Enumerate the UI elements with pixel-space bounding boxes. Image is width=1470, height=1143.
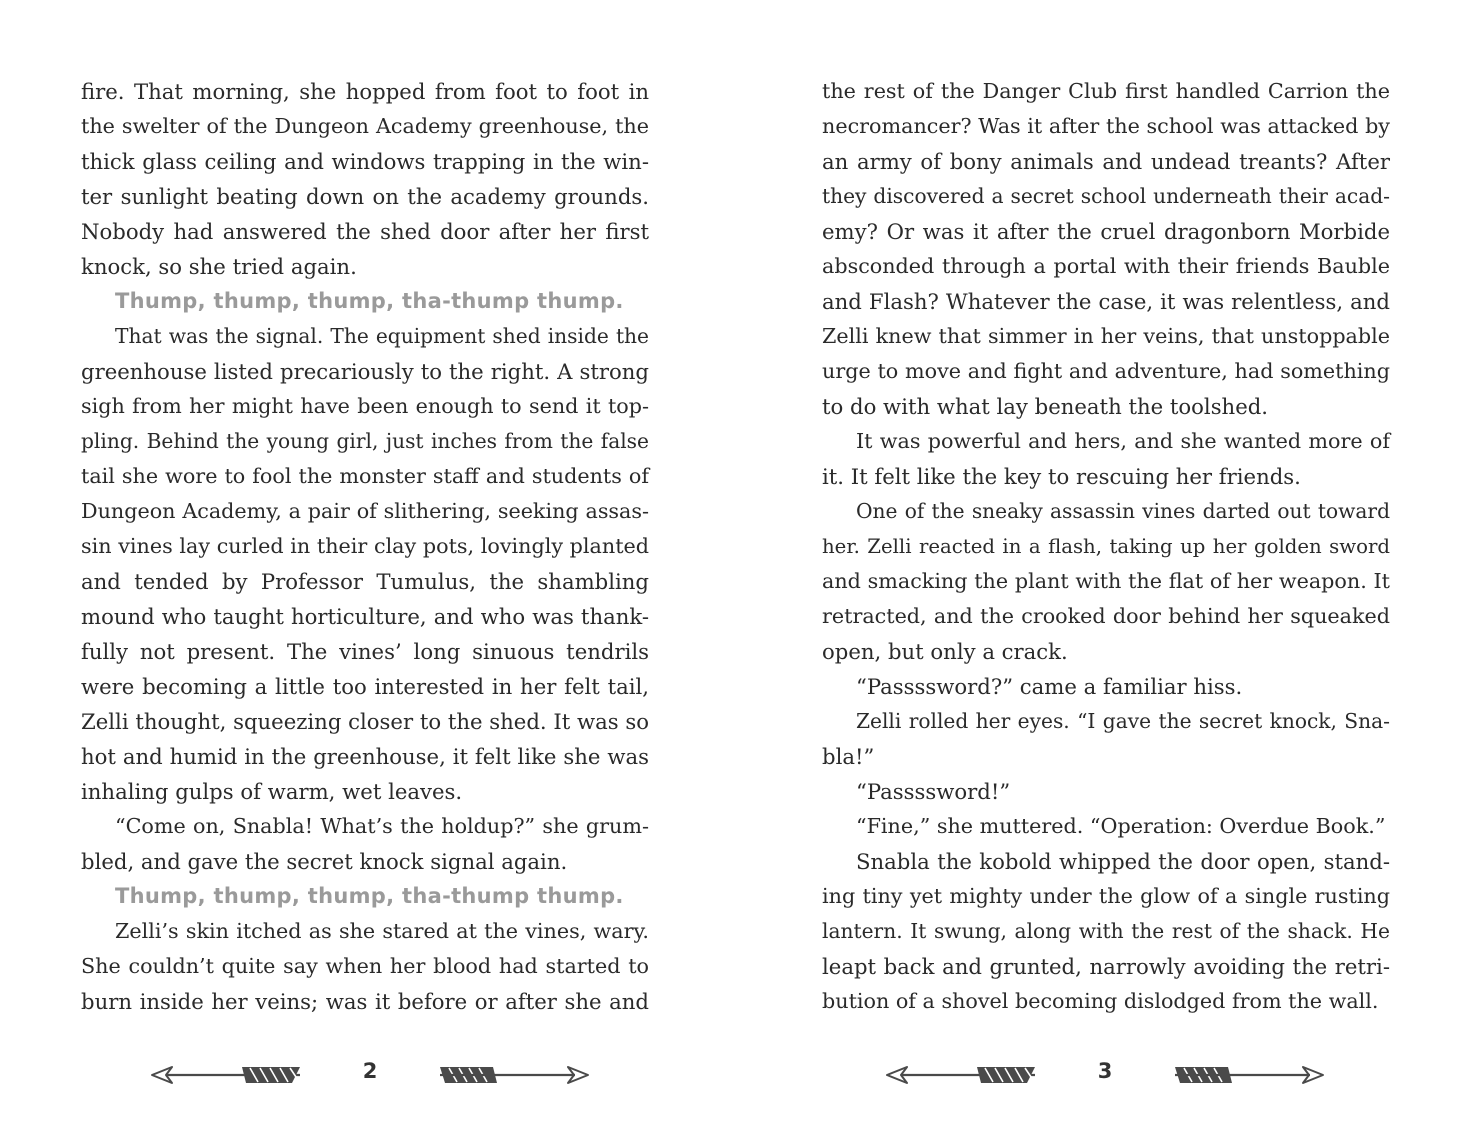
text-line: fully not present. The vines’ long sinuous tendrils bbox=[81, 639, 649, 664]
text-line: open, but only a crack. bbox=[822, 639, 1068, 664]
text-line: lantern. It swung, along with the rest of the shack. He bbox=[822, 919, 1390, 943]
text-line: It was powerful and hers, and she wanted more of bbox=[856, 429, 1390, 453]
text-line: bla!” bbox=[822, 744, 875, 769]
text-line: bution of a shovel becoming dislodged from the wall. bbox=[822, 989, 1379, 1013]
text-line: sigh from her might have been enough to send it top- bbox=[81, 394, 649, 418]
text-line: retracted, and the crooked door behind her squeaked bbox=[822, 604, 1390, 628]
text-line: pling. Behind the young girl, just inches from the false bbox=[81, 429, 649, 453]
text-line: absconded through a portal with their friends Bauble bbox=[822, 254, 1390, 278]
arrow-right-ornament-icon bbox=[1170, 1061, 1325, 1089]
text-line: She couldn’t quite say when her blood had started to bbox=[81, 954, 649, 978]
text-line: necromancer? Was it after the school was attacked by bbox=[822, 114, 1390, 138]
knock-sound-line: Thump, thump, thump, tha-thump thump. bbox=[115, 884, 624, 908]
text-line: leapt back and grunted, narrowly avoiding the retri- bbox=[822, 954, 1390, 979]
left-page bbox=[81, 74, 649, 1019]
text-line: “Come on, Snabla! What’s the holdup?” she grum- bbox=[115, 814, 649, 838]
text-line: ter sunlight beating down on the academy grounds. bbox=[81, 184, 649, 209]
text-line: greenhouse listed precariously to the right. A strong bbox=[81, 359, 649, 384]
right-page-footer bbox=[885, 1055, 1325, 1091]
text-line: thick glass ceiling and windows trapping in the win- bbox=[81, 149, 649, 174]
text-line: sin vines lay curled in their clay pots, lovingly planted bbox=[81, 534, 649, 558]
text-line: it. It felt like the key to rescuing her friends. bbox=[822, 464, 1301, 489]
knock-sound-line: Thump, thump, thump, tha-thump thump. bbox=[115, 289, 624, 313]
arrow-right-ornament-icon bbox=[435, 1061, 590, 1089]
text-line: Zelli’s skin itched as she stared at the vines, wary. bbox=[115, 919, 649, 943]
text-line: emy? Or was it after the cruel dragonborn Morbide bbox=[822, 219, 1390, 244]
text-line: to do with what lay beneath the toolshed. bbox=[822, 394, 1269, 419]
text-line: the swelter of the Dungeon Academy greenhouse, the bbox=[81, 114, 649, 138]
page-number: 3 bbox=[1097, 1059, 1113, 1083]
text-line: burn inside her veins; was it before or after she and bbox=[81, 989, 649, 1014]
text-line: tail she wore to fool the monster staff and students of bbox=[81, 464, 649, 488]
text-line: Zelli thought, squeezing closer to the shed. It was so bbox=[81, 709, 649, 734]
text-line: and smacking the plant with the flat of her weapon. It bbox=[822, 569, 1390, 593]
text-line: That was the signal. The equipment shed inside the bbox=[115, 324, 649, 348]
text-line: ing tiny yet mighty under the glow of a single rusting bbox=[822, 884, 1390, 908]
text-line: and tended by Professor Tumulus, the shambling bbox=[81, 569, 649, 594]
text-line: and Flash? Whatever the case, it was relentless, and bbox=[822, 289, 1390, 314]
text-line: One of the sneaky assassin vines darted out toward bbox=[856, 499, 1390, 523]
text-line: bled, and gave the secret knock signal again. bbox=[81, 849, 568, 874]
text-line: Zelli rolled her eyes. “I gave the secret knock, Sna- bbox=[856, 709, 1390, 733]
text-line: urge to move and fight and adventure, had something bbox=[822, 359, 1390, 383]
text-line: were becoming a little too interested in her felt tail, bbox=[81, 674, 649, 699]
text-line: fire. That morning, she hopped from foot to foot in bbox=[81, 79, 649, 104]
text-line: Snabla the kobold whipped the door open, stand- bbox=[856, 849, 1390, 874]
left-page-footer bbox=[150, 1055, 590, 1091]
text-line: they discovered a secret school underneath their acad- bbox=[822, 184, 1390, 208]
text-line: Zelli knew that simmer in her veins, that unstoppable bbox=[822, 324, 1390, 348]
text-line: inhaling gulps of warm, wet leaves. bbox=[81, 779, 463, 804]
text-line: “Fine,” she muttered. “Operation: Overdue Book.” bbox=[856, 814, 1386, 838]
text-line: hot and humid in the greenhouse, it felt like she was bbox=[81, 744, 649, 769]
text-line: “Passssword?” came a familiar hiss. bbox=[856, 674, 1243, 699]
text-line: Dungeon Academy, a pair of slithering, seeking assas- bbox=[81, 499, 649, 523]
text-line: knock, so she tried again. bbox=[81, 254, 357, 279]
text-line: an army of bony animals and undead treants? After bbox=[822, 149, 1390, 174]
text-line: Nobody had answered the shed door after her first bbox=[81, 219, 649, 244]
page-number: 2 bbox=[362, 1059, 378, 1083]
text-line: her. Zelli reacted in a flash, taking up her golden sword bbox=[822, 535, 1390, 558]
text-line: the rest of the Danger Club first handled Carrion the bbox=[822, 79, 1390, 103]
right-page bbox=[822, 74, 1390, 1019]
text-line: “Passssword!” bbox=[856, 779, 1011, 804]
text-line: mound who taught horticulture, and who was thank- bbox=[81, 604, 649, 629]
